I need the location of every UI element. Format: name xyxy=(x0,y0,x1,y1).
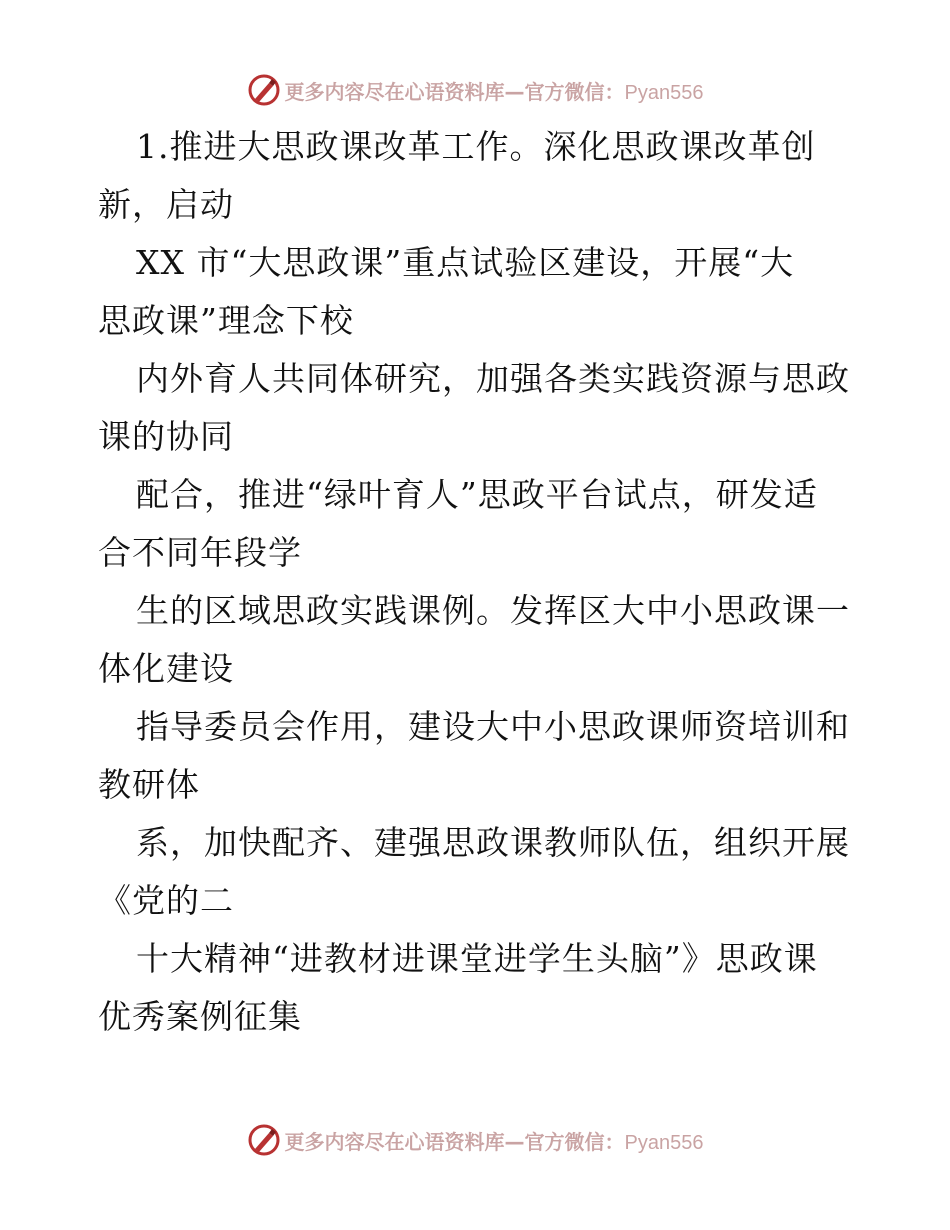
paragraph-1 xyxy=(98,118,858,234)
paragraph-line: 教研体 xyxy=(98,765,200,804)
watermark-site: 更多内容尽在心语资料库 xyxy=(284,1129,505,1154)
paragraph-4 xyxy=(98,466,858,582)
paragraph-line: 1.推进大思政课改革工作。深化思政课改革创 xyxy=(136,127,816,166)
watermark-separator: — xyxy=(504,1129,525,1154)
paragraph-6 xyxy=(98,698,858,814)
paragraph-line: 课的协同 xyxy=(98,417,234,456)
paragraph-5 xyxy=(98,582,858,698)
watermark-account: Pyan556 xyxy=(624,1131,704,1154)
paragraph-3 xyxy=(98,350,858,466)
paragraph-line: 新，启动 xyxy=(98,185,234,224)
header-watermark xyxy=(0,70,950,110)
paragraph-8 xyxy=(98,930,858,1046)
watermark-label: 官方微信： xyxy=(524,1129,625,1154)
watermark-separator: — xyxy=(504,79,525,104)
paragraph-line: 思政课”理念下校 xyxy=(98,301,354,340)
paragraph-line: 体化建设 xyxy=(98,649,234,688)
document-body xyxy=(98,118,858,1046)
watermark-label: 官方微信： xyxy=(524,79,625,104)
paragraph-line: XX 市“大思政课”重点试验区建设，开展“大 xyxy=(136,243,795,282)
paragraph-line: 优秀案例征集 xyxy=(98,997,302,1036)
paragraph-line: 指导委员会作用，建设大中小思政课师资培训和 xyxy=(136,707,850,746)
paragraph-line: 系，加快配齐、建强思政课教师队伍，组织开展 xyxy=(136,823,850,862)
paragraph-line: 十大精神“进教材进课堂进学生头脑”》思政课 xyxy=(136,939,818,978)
paragraph-7 xyxy=(98,814,858,930)
paragraph-line: 生的区域思政实践课例。发挥区大中小思政课一 xyxy=(136,591,850,630)
paragraph-line: 配合，推进“绿叶育人”思政平台试点，研发适 xyxy=(136,475,818,514)
pen-seal-icon xyxy=(247,73,281,107)
watermark-text xyxy=(285,1126,704,1155)
paragraph-line: 《党的二 xyxy=(98,881,234,920)
paragraph-2 xyxy=(98,234,858,350)
paragraph-line: 合不同年段学 xyxy=(98,533,302,572)
footer-watermark xyxy=(0,1120,950,1160)
pen-seal-icon xyxy=(247,1123,281,1157)
watermark-text xyxy=(285,76,704,105)
watermark-site: 更多内容尽在心语资料库 xyxy=(284,79,505,104)
watermark-account: Pyan556 xyxy=(624,81,704,104)
paragraph-line: 内外育人共同体研究，加强各类实践资源与思政 xyxy=(136,359,850,398)
